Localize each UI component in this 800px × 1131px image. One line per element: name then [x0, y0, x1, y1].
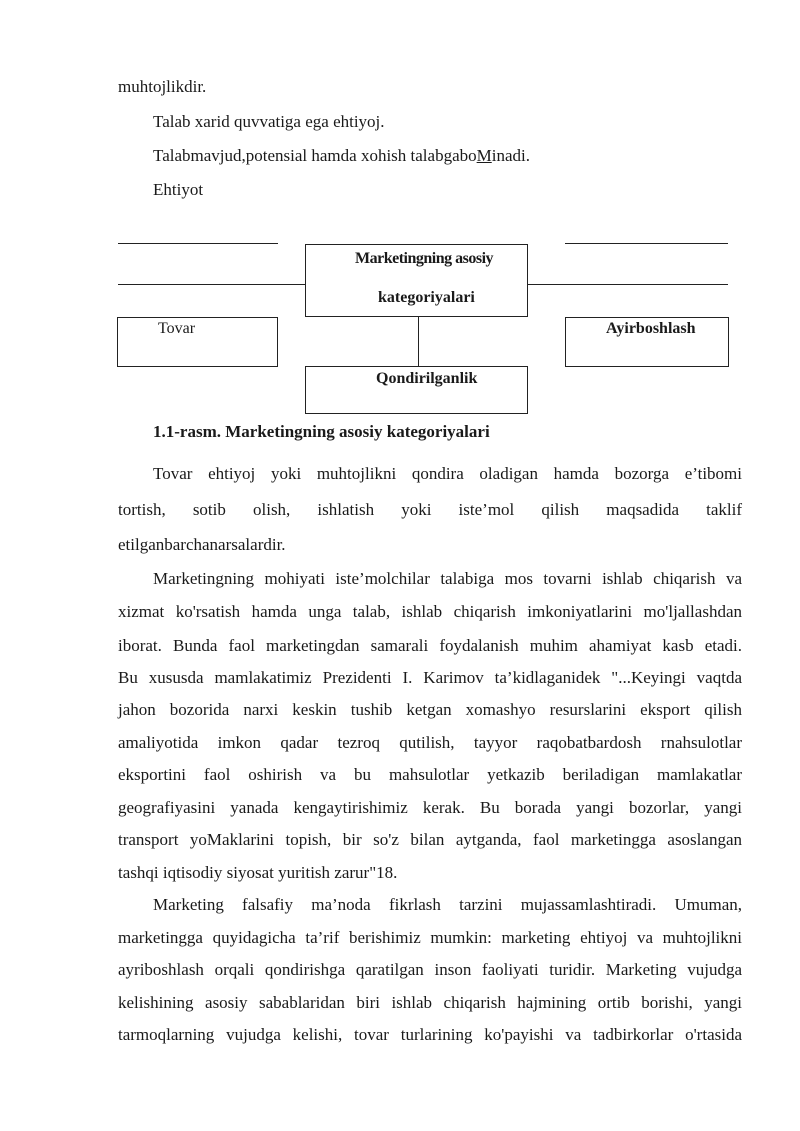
paragraph-line: Tovar ehtiyoj yoki muhtojlikni qondira oladigan hamda bozorga e’tibomi [153, 464, 742, 483]
paragraph-line: amaliyotida imkon qadar tezroq qutilish, tayyor raqobatbardosh rnahsulotlar [118, 733, 742, 752]
paragraph-line: kelishining asosiy sabablaridan biri ishlab chiqarish hajmining ortib borishi, yangi [118, 993, 742, 1012]
paragraph-line: tortish, sotib olish, ishlatish yoki iste’mol qilish maqsadida taklif [118, 500, 742, 519]
paragraph-line: tashqi iqtisodiy siyosat yuritish zarur"18. [118, 863, 398, 882]
text-line: Talab xarid quvvatiga ega ehtiyoj. [153, 112, 385, 131]
diagram-line [118, 284, 305, 285]
paragraph-line: etilganbarchanarsalardir. [118, 535, 286, 554]
paragraph-line: Marketing falsafiy ma’noda fikrlash tarzini mujassamlashtiradi. Umuman, [153, 895, 742, 914]
paragraph-line: Bu xususda mamlakatimiz Prezidenti I. Karimov ta’kidlaganidek "...Keyingi vaqtda [118, 668, 742, 687]
diagram-line [565, 243, 728, 244]
left-box-label: Tovar [158, 320, 196, 337]
center-label-line2: kategoriyalari [378, 289, 475, 306]
text-fragment: inadi. [491, 146, 530, 165]
center-label-line1: Marketingning asosiy [355, 250, 494, 267]
paragraph-line: xizmat ko'rsatish hamda unga talab, ishlab chiqarish imkoniyatlarini mo'ljallashdan [118, 602, 742, 621]
diagram-connector [418, 317, 419, 366]
diagram-line [528, 284, 728, 285]
paragraph-line: marketingga quyidagicha ta’rif berishimiz mumkin: marketing ehtiyoj va muhtojlikni [118, 928, 742, 947]
paragraph-line: jahon bozorida narxi keskin tushib ketgan xomashyo resurslarini eksport qilish [118, 700, 742, 719]
left-box [117, 317, 278, 367]
text-line [153, 145, 530, 167]
paragraph-line: transport yoMaklarini topish, bir so'z bilan aytganda, faol marketingga asoslangan [118, 830, 742, 849]
paragraph-line: iborat. Bunda faol marketingdan samarali foydalanish muhim ahamiyat kasb etadi. [118, 636, 742, 655]
paragraph-line: geografiyasini yanada kengaytirishimiz kerak. Bu borada yangi bozorlar, yangi [118, 798, 742, 817]
paragraph-line: tarmoqlarning vujudga kelishi, tovar turlarining ko'payishi va tadbirkorlar o'rtasida [118, 1025, 742, 1044]
figure-caption: 1.1-rasm. Marketingning asosiy kategoriyalari [153, 422, 490, 441]
right-box-label: Ayirboshlash [606, 320, 696, 337]
diagram-line [118, 243, 278, 244]
paragraph-line: Marketingning mohiyati iste’molchilar talabiga mos tovarni ishlab chiqarish va [153, 569, 742, 588]
text-line: Ehtiyot [153, 180, 204, 199]
paragraph-line: ayriboshlash orqali qondirishga qaratilgan inson faoliyati turidir. Marketing vujudga [118, 960, 742, 979]
text-fragment: Talabmavjud,potensial hamda xohish talabgabo [153, 146, 477, 165]
text-line: muhtojlikdir. [118, 77, 207, 96]
bottom-box-label: Qondirilganlik [376, 370, 478, 387]
text-fragment-underlined: M [476, 146, 492, 165]
paragraph-line: eksportini faol oshirish va bu mahsulotlar yetkazib beriladigan mamlakatlar [118, 765, 742, 784]
